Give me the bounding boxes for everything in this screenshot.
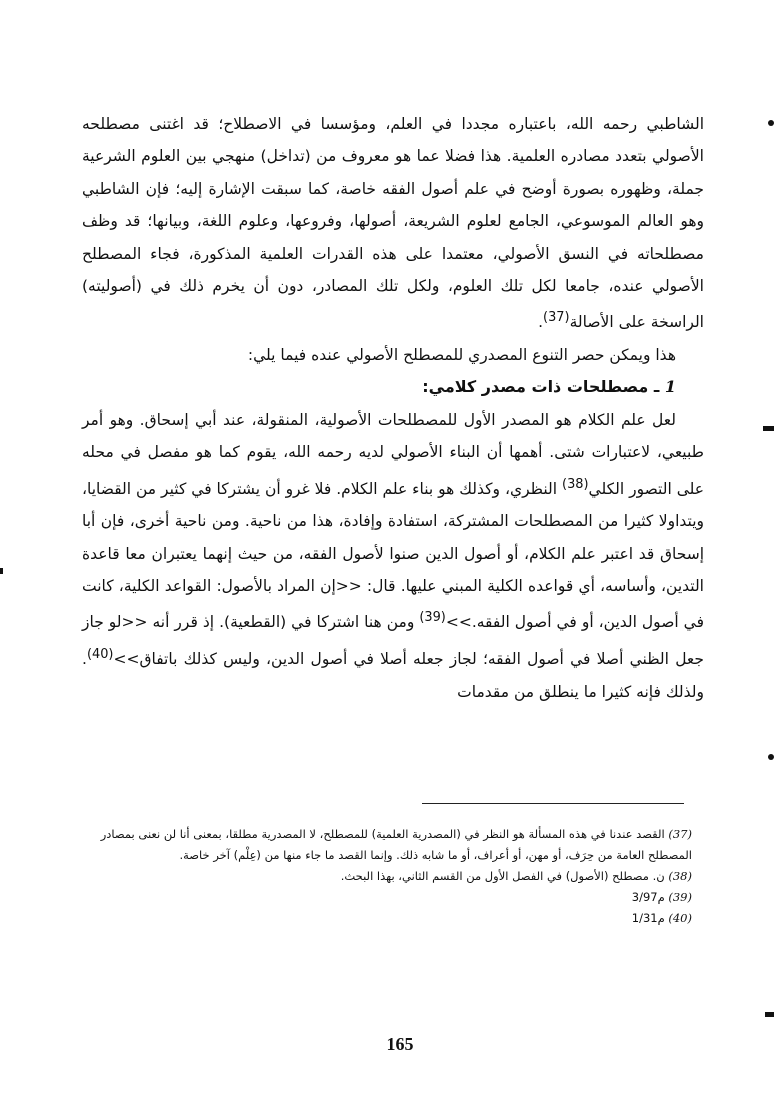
scan-mark [0, 568, 3, 574]
footnote-number: (40) [668, 911, 692, 925]
footnotes [92, 824, 692, 929]
paragraph: لعل علم الكلام هو المصدر الأول للمصطلحات الأصولية، المنقولة، عند أبي إسحاق. وهو أمر طبيعي، لاعتبارات شتى. أهمها أن البناء الأصولي لديه رحمه الله، يقوم كما هو مفصل في محله على التصور الكلي$^{(38)}$ النظري، وكذلك هو بناء علم الكلام. فلا غرو أن يشتركا في كثير من القضايا، ويتداولا كثيرا من المصطلحات المشتركة، استفادة وإفادة، هذا من ناحية. ومن ناحية أخرى، فإن أبا إسحاق قد اعتبر علم الكلام، أو أصول الدين صنوا لأصول الفقه، من حيث إنهما يعتبران معا قاعدة التدين، وأساسه، أي قواعده الكلية المبني عليها. قال: <<إن المراد بالأصول: القواعد الكلية، كانت في أصول الدين، أو في أصول الفقه.>>$^{(39)}$ ومن هنا اشتركا في (القطعية). إذ قرر أنه <<لو جاز جعل الظني أصلا في أصول الفقه؛ لجاز جعله أصلا في أصول الدين، وليس كذلك باتفاق>>$^{(40)}$. ولذلك فإنه كثيرا ما ينطلق من مقدمات [82, 410, 704, 701]
footnote-text: القصد عندنا في هذه المسألة هو النظر في (المصدرية العلمية) للمصطلح، لا المصدرية مطلقا، بمعنى أنا لن نعنى بمصادر المصطلح العامة من حِرَف، أو مهن، أو أعراف، أو ما شابه ذلك. وإنما القصد ما جاء منها من (عِلْم) آخر خاصة. [100, 827, 692, 862]
footnote-ref-40[interactable]: (40) [86, 646, 114, 662]
scan-mark [768, 120, 774, 126]
footnote-text: م1/31 [631, 911, 669, 925]
footnote [92, 887, 692, 908]
footnote-ref-37[interactable]: (37) [543, 310, 570, 326]
footnote-ref-38[interactable]: (38) [562, 476, 589, 492]
footnote-number: (39) [668, 890, 692, 904]
scan-mark [763, 426, 774, 431]
page-number: 165 [386, 1034, 414, 1054]
section-number: 1 [664, 377, 676, 397]
footnote [92, 908, 692, 929]
scan-mark [768, 754, 774, 760]
footnote-separator [422, 803, 684, 804]
footnote-number: (37) [668, 827, 692, 841]
footnote [92, 866, 692, 887]
footnote-number: (38) [668, 869, 692, 883]
footnote-text: ن. مصطلح (الأصول) في الفصل الأول من القسم الثاني، بهذا البحث. [340, 869, 669, 883]
paragraph: هذا ويمكن حصر التنوع المصدري للمصطلح الأصولي عنده فيما يلي: [247, 346, 676, 364]
footnote-ref-39[interactable]: (39) [419, 610, 446, 626]
paragraph-text: الشاطبي رحمه الله، باعتباره مجددا في العلم، ومؤسسا في الاصطلاح؛ قد اغتنى مصطلحه الأصولي بتعدد مصادره العلمية. هذا فضلا عما هو معروف من (تداخل) منهجي بين العلوم الشرعية جملة، وظهوره بصورة أوضح في علم أصول الفقه خاصة، كما سبقت الإشارة إليه؛ فإن الشاطبي وهو العالم الموسوعي، الجامع لعلوم الشريعة، أصولها، وفروعها، وعلوم اللغة، وبيانها؛ قد وظف مصطلحاته في النسق الأصولي، معتمدا على هذه القدرات العلمية المذكورة، فجاء المصطلح الأصولي عنده، جامعا لكل تلك العلوم، ولكل تلك المصادر، دون أن يخرم ذلك في (أصوليته) الراسخة على الأصالة [82, 115, 704, 332]
scan-mark [765, 1012, 774, 1017]
footnote [92, 824, 692, 866]
paragraph: الشاطبي رحمه الله، باعتباره مجددا في العلم، ومؤسسا في الاصطلاح؛ قد اغتنى مصطلحه الأصولي بتعدد مصادره العلمية. هذا فضلا عما هو معروف من (تداخل) منهجي بين العلوم الشرعية جملة، وظهوره بصورة أوضح في علم أصول الفقه خاصة، كما سبقت الإشارة إليه؛ فإن الشاطبي وهو العالم الموسوعي، الجامع لعلوم الشريعة، أصولها، وفروعها، وعلوم اللغة، وبيانها؛ قد وظف مصطلحاته في النسق الأصولي، معتمدا على هذه القدرات العلمية المذكورة، فجاء المصطلح الأصولي عنده، جامعا لكل تلك العلوم، ولكل تلك المصادر، دون أن يخرم ذلك في (أصوليته) الراسخة على الأصالة$^{(37)}$. [82, 115, 704, 332]
footnote-text: م3/97 [631, 890, 669, 904]
body-text [82, 108, 704, 708]
section-heading [82, 371, 704, 403]
section-title: ـ مصطلحات ذات مصدر كلامي: [422, 377, 665, 397]
